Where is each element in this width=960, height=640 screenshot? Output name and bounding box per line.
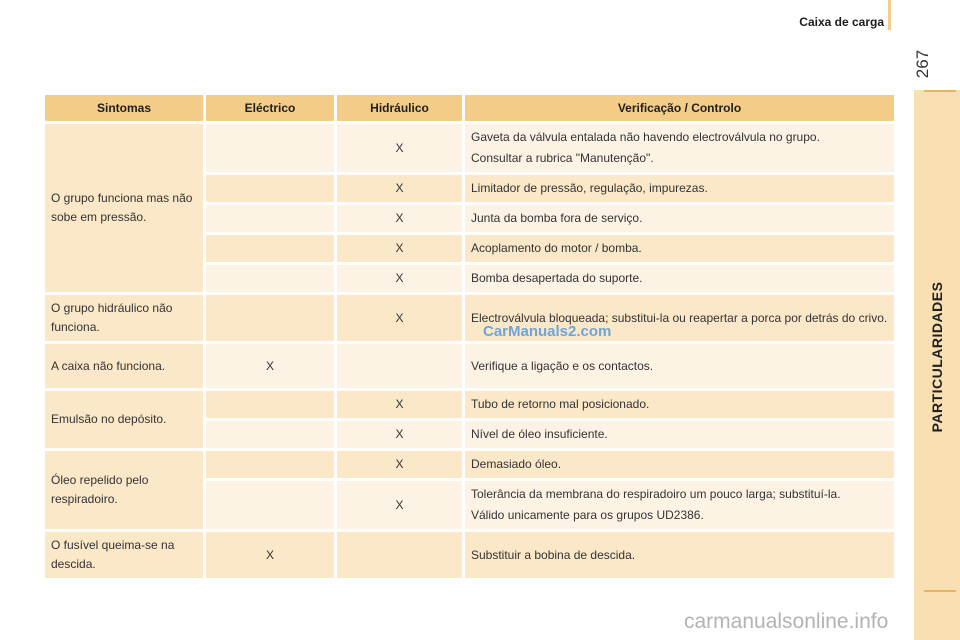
symptom-cell: Emulsão no depósito.	[45, 391, 203, 448]
footer-watermark: carmanualsonline.info	[684, 610, 889, 633]
chapter-side-tab	[914, 90, 960, 640]
electrical-cell	[206, 295, 334, 341]
check-cell	[465, 391, 894, 418]
table-row	[45, 295, 894, 341]
check-line: Nível de óleo insuficiente.	[471, 427, 608, 441]
table-row	[45, 391, 894, 418]
hydraulic-cell: X	[337, 205, 462, 232]
electrical-cell	[206, 265, 334, 292]
symptom-cell: A caixa não funciona.	[45, 344, 203, 388]
check-cell	[465, 421, 894, 448]
hydraulic-cell: X	[337, 391, 462, 418]
electrical-cell	[206, 421, 334, 448]
hydraulic-cell	[337, 532, 462, 578]
check-line: Substituir a bobina de descida.	[471, 547, 636, 562]
table-row	[45, 124, 894, 172]
check-cell	[465, 481, 894, 529]
check-cell	[465, 344, 894, 388]
table-row	[45, 451, 894, 478]
check-line: Limitador de pressão, regulação, impurezas.	[471, 181, 708, 195]
symptom-cell: O grupo funciona mas não sobe em pressão.	[45, 124, 203, 292]
check-cell	[465, 235, 894, 262]
check-cell	[465, 175, 894, 202]
hydraulic-cell: X	[337, 175, 462, 202]
check-line: Bomba desapertada do suporte.	[471, 271, 643, 285]
check-line: Tolerância da membrana do respiradoiro um pouco larga; substituí-la.	[471, 487, 841, 501]
section-title: Caixa de carga	[799, 15, 884, 29]
electrical-cell: X	[206, 532, 334, 578]
check-line: Acoplamento do motor / bomba.	[471, 241, 642, 255]
header-divider	[888, 0, 891, 30]
column-header-symptoms: Sintomas	[45, 95, 203, 121]
check-cell	[465, 124, 894, 172]
check-line: Tubo de retorno mal posicionado.	[471, 397, 650, 411]
check-line: Verifique a ligação e os contactos.	[471, 358, 654, 373]
troubleshooting-table	[42, 92, 897, 581]
watermark-link[interactable]: CarManuals2.com	[483, 323, 612, 340]
hydraulic-cell	[337, 344, 462, 388]
column-header-check: Verificação / Controlo	[465, 95, 894, 121]
check-line: Electroválvula bloqueada; substitui-la ou reapertar a porca por detrás do crivo.	[471, 310, 888, 325]
column-header-hydraulic: Hidráulico	[337, 95, 462, 121]
check-cell	[465, 532, 894, 578]
electrical-cell	[206, 124, 334, 172]
check-line: Gaveta da válvula entalada não havendo electroválvula no grupo.	[471, 130, 820, 144]
check-cell	[465, 451, 894, 478]
electrical-cell	[206, 451, 334, 478]
hydraulic-cell: X	[337, 124, 462, 172]
hydraulic-cell: X	[337, 295, 462, 341]
check-cell	[465, 265, 894, 292]
table-header-row	[45, 95, 894, 121]
hydraulic-cell: X	[337, 265, 462, 292]
hydraulic-cell: X	[337, 235, 462, 262]
column-header-electrical: Eléctrico	[206, 95, 334, 121]
check-line: Válido unicamente para os grupos UD2386.	[471, 508, 704, 522]
chapter-label: PARTICULARIDADES	[929, 281, 945, 433]
side-tab-rule-bottom	[924, 590, 956, 592]
check-line: Consultar a rubrica "Manutenção".	[471, 151, 654, 165]
symptom-cell: Óleo repelido pelo respiradoiro.	[45, 451, 203, 529]
electrical-cell: X	[206, 344, 334, 388]
electrical-cell	[206, 481, 334, 529]
electrical-cell	[206, 205, 334, 232]
check-cell	[465, 205, 894, 232]
electrical-cell	[206, 235, 334, 262]
page-number-text: 267	[913, 49, 932, 79]
table-row	[45, 344, 894, 388]
hydraulic-cell: X	[337, 421, 462, 448]
table-row	[45, 532, 894, 578]
page-number	[908, 44, 938, 84]
electrical-cell	[206, 175, 334, 202]
check-line: Demasiado óleo.	[471, 457, 562, 471]
symptom-cell: O fusível queima-se na descida.	[45, 532, 203, 578]
hydraulic-cell: X	[337, 481, 462, 529]
check-line: Junta da bomba fora de serviço.	[471, 211, 643, 225]
hydraulic-cell: X	[337, 451, 462, 478]
symptom-cell: O grupo hidráulico não funciona.	[45, 295, 203, 341]
side-tab-rule-top	[924, 90, 956, 92]
electrical-cell	[206, 391, 334, 418]
